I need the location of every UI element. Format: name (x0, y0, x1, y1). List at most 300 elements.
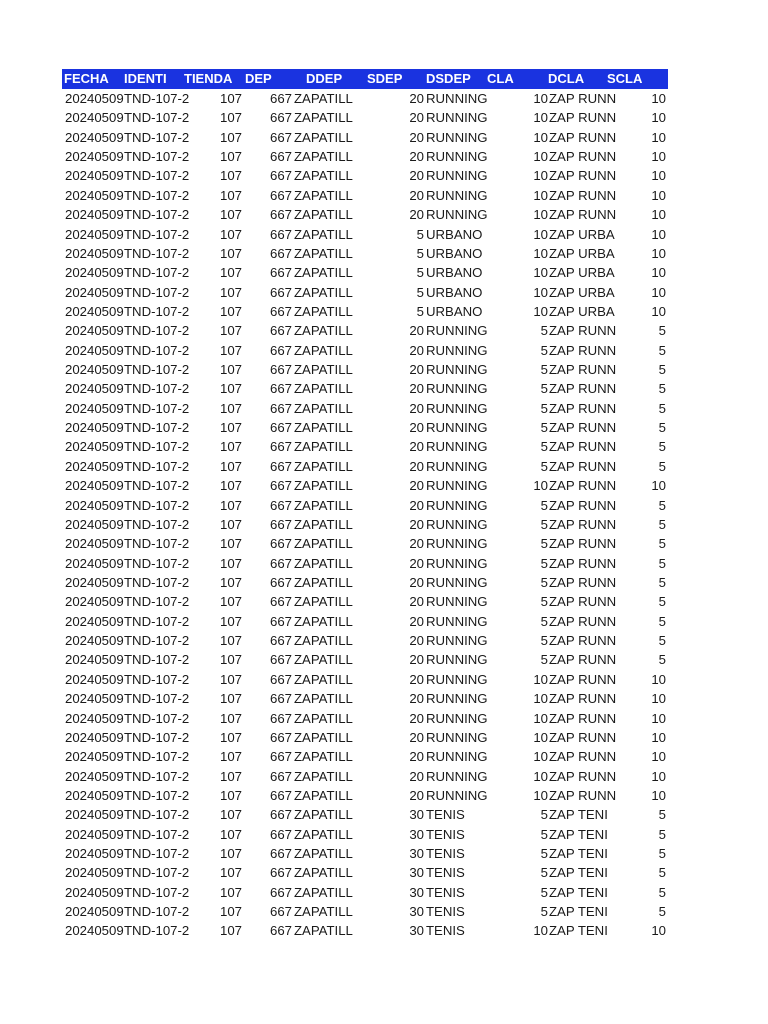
cell-scla[interactable]: 10 (651, 671, 666, 687)
header-tienda[interactable]: TIENDA (184, 71, 233, 86)
cell-fecha[interactable]: 20240509 (65, 129, 124, 145)
cell-dcla[interactable]: ZAP RUNN (549, 710, 617, 726)
cell-ddep[interactable]: ZAPATILL (294, 729, 353, 745)
cell-dep[interactable]: 667 (269, 846, 292, 862)
cell-dsdep[interactable]: RUNNING (426, 420, 488, 436)
cell-tienda[interactable]: 107 (219, 400, 242, 416)
cell-dsdep[interactable]: RUNNING (426, 207, 488, 223)
cell-sdep[interactable]: 20 (409, 574, 424, 590)
cell-tienda[interactable]: 107 (219, 594, 242, 610)
cell-dep[interactable]: 667 (269, 768, 292, 784)
cell-fecha[interactable]: 20240509 (65, 574, 124, 590)
cell-dep[interactable]: 667 (269, 807, 292, 823)
cell-sdep[interactable]: 20 (409, 91, 424, 106)
cell-fecha[interactable]: 20240509 (65, 536, 124, 552)
cell-dcla[interactable]: ZAP TENI (549, 826, 608, 842)
cell-scla[interactable]: 10 (651, 284, 666, 300)
cell-fecha[interactable]: 20240509 (65, 265, 124, 281)
header-fecha[interactable]: FECHA (64, 71, 109, 86)
cell-ddep[interactable]: ZAPATILL (294, 613, 353, 629)
cell-scla[interactable]: 5 (658, 458, 666, 474)
cell-dcla[interactable]: ZAP TENI (549, 807, 608, 823)
cell-fecha[interactable]: 20240509 (65, 516, 124, 532)
cell-dep[interactable]: 667 (269, 342, 292, 358)
cell-cla[interactable]: 5 (540, 420, 548, 436)
cell-tienda[interactable]: 107 (219, 187, 242, 203)
cell-ddep[interactable]: ZAPATILL (294, 884, 353, 900)
cell-tienda[interactable]: 107 (219, 555, 242, 571)
cell-cla[interactable]: 5 (540, 362, 548, 378)
cell-dcla[interactable]: ZAP RUNN (549, 787, 617, 803)
cell-scla[interactable]: 5 (658, 594, 666, 610)
header-scla[interactable]: SCLA (607, 71, 643, 86)
cell-ddep[interactable]: ZAPATILL (294, 671, 353, 687)
cell-dcla[interactable]: ZAP RUNN (549, 729, 617, 745)
cell-scla[interactable]: 10 (651, 768, 666, 784)
cell-identi[interactable]: TND-107-2 (124, 265, 190, 281)
cell-identi[interactable]: TND-107-2 (124, 865, 190, 881)
cell-dsdep[interactable]: RUNNING (426, 129, 488, 145)
cell-cla[interactable]: 10 (533, 284, 548, 300)
cell-fecha[interactable]: 20240509 (65, 420, 124, 436)
cell-dep[interactable]: 667 (269, 362, 292, 378)
cell-sdep[interactable]: 20 (409, 729, 424, 745)
cell-identi[interactable]: TND-107-2 (124, 633, 190, 649)
cell-sdep[interactable]: 20 (409, 149, 424, 165)
cell-identi[interactable]: TND-107-2 (124, 129, 190, 145)
cell-fecha[interactable]: 20240509 (65, 323, 124, 339)
cell-cla[interactable]: 5 (540, 439, 548, 455)
cell-tienda[interactable]: 107 (219, 574, 242, 590)
cell-cla[interactable]: 10 (533, 478, 548, 494)
cell-identi[interactable]: TND-107-2 (124, 613, 190, 629)
cell-dep[interactable]: 667 (269, 633, 292, 649)
cell-sdep[interactable]: 5 (416, 226, 424, 242)
cell-cla[interactable]: 5 (540, 381, 548, 397)
cell-fecha[interactable]: 20240509 (65, 865, 124, 881)
cell-dcla[interactable]: ZAP RUNN (549, 594, 617, 610)
cell-scla[interactable]: 10 (651, 207, 666, 223)
cell-tienda[interactable]: 107 (219, 729, 242, 745)
cell-dcla[interactable]: ZAP RUNN (549, 110, 617, 126)
header-ddep[interactable]: DDEP (306, 71, 343, 86)
cell-dep[interactable]: 667 (269, 439, 292, 455)
cell-identi[interactable]: TND-107-2 (124, 749, 190, 765)
cell-dsdep[interactable]: TENIS (426, 904, 465, 920)
cell-dep[interactable]: 667 (269, 536, 292, 552)
cell-identi[interactable]: TND-107-2 (124, 884, 190, 900)
cell-fecha[interactable]: 20240509 (65, 555, 124, 571)
cell-tienda[interactable]: 107 (219, 652, 242, 668)
cell-cla[interactable]: 5 (540, 497, 548, 513)
cell-cla[interactable]: 5 (540, 652, 548, 668)
cell-tienda[interactable]: 107 (219, 458, 242, 474)
cell-scla[interactable]: 10 (651, 303, 666, 319)
cell-cla[interactable]: 10 (533, 671, 548, 687)
cell-scla[interactable]: 10 (651, 245, 666, 261)
cell-dsdep[interactable]: RUNNING (426, 439, 488, 455)
cell-dep[interactable]: 667 (269, 284, 292, 300)
cell-identi[interactable]: TND-107-2 (124, 400, 190, 416)
cell-dsdep[interactable]: RUNNING (426, 574, 488, 590)
cell-ddep[interactable]: ZAPATILL (294, 923, 353, 939)
cell-ddep[interactable]: ZAPATILL (294, 439, 353, 455)
cell-cla[interactable]: 10 (533, 749, 548, 765)
cell-scla[interactable]: 5 (658, 400, 666, 416)
cell-dsdep[interactable]: RUNNING (426, 91, 488, 106)
cell-identi[interactable]: TND-107-2 (124, 729, 190, 745)
cell-ddep[interactable]: ZAPATILL (294, 129, 353, 145)
cell-sdep[interactable]: 20 (409, 400, 424, 416)
cell-fecha[interactable]: 20240509 (65, 787, 124, 803)
cell-dep[interactable]: 667 (269, 265, 292, 281)
cell-dsdep[interactable]: RUNNING (426, 787, 488, 803)
cell-dsdep[interactable]: RUNNING (426, 381, 488, 397)
cell-cla[interactable]: 10 (533, 149, 548, 165)
cell-dep[interactable]: 667 (269, 516, 292, 532)
cell-identi[interactable]: TND-107-2 (124, 923, 190, 939)
cell-fecha[interactable]: 20240509 (65, 826, 124, 842)
cell-dcla[interactable]: ZAP RUNN (549, 497, 617, 513)
cell-dep[interactable]: 667 (269, 594, 292, 610)
cell-dep[interactable]: 667 (269, 555, 292, 571)
cell-tienda[interactable]: 107 (219, 91, 242, 106)
cell-dsdep[interactable]: RUNNING (426, 729, 488, 745)
cell-cla[interactable]: 10 (533, 768, 548, 784)
cell-fecha[interactable]: 20240509 (65, 245, 124, 261)
cell-sdep[interactable]: 20 (409, 633, 424, 649)
cell-identi[interactable]: TND-107-2 (124, 574, 190, 590)
cell-scla[interactable]: 10 (651, 226, 666, 242)
cell-tienda[interactable]: 107 (219, 865, 242, 881)
cell-tienda[interactable]: 107 (219, 633, 242, 649)
cell-dcla[interactable]: ZAP RUNN (549, 691, 617, 707)
cell-ddep[interactable]: ZAPATILL (294, 536, 353, 552)
cell-sdep[interactable]: 20 (409, 187, 424, 203)
cell-ddep[interactable]: ZAPATILL (294, 691, 353, 707)
cell-sdep[interactable]: 30 (409, 865, 424, 881)
cell-dcla[interactable]: ZAP RUNN (549, 652, 617, 668)
cell-scla[interactable]: 10 (651, 691, 666, 707)
cell-sdep[interactable]: 20 (409, 323, 424, 339)
cell-identi[interactable]: TND-107-2 (124, 342, 190, 358)
cell-dsdep[interactable]: RUNNING (426, 633, 488, 649)
cell-cla[interactable]: 5 (540, 633, 548, 649)
cell-scla[interactable]: 5 (658, 884, 666, 900)
cell-identi[interactable]: TND-107-2 (124, 555, 190, 571)
cell-cla[interactable]: 10 (533, 245, 548, 261)
cell-dcla[interactable]: ZAP URBA (549, 265, 615, 281)
cell-tienda[interactable]: 107 (219, 691, 242, 707)
cell-tienda[interactable]: 107 (219, 478, 242, 494)
cell-tienda[interactable]: 107 (219, 323, 242, 339)
cell-dep[interactable]: 667 (269, 826, 292, 842)
cell-sdep[interactable]: 20 (409, 342, 424, 358)
cell-dep[interactable]: 667 (269, 420, 292, 436)
cell-sdep[interactable]: 20 (409, 381, 424, 397)
cell-cla[interactable]: 10 (533, 187, 548, 203)
cell-dcla[interactable]: ZAP RUNN (549, 633, 617, 649)
cell-dep[interactable]: 667 (269, 923, 292, 939)
cell-dcla[interactable]: ZAP RUNN (549, 574, 617, 590)
cell-scla[interactable]: 5 (658, 516, 666, 532)
cell-tienda[interactable]: 107 (219, 826, 242, 842)
cell-sdep[interactable]: 20 (409, 207, 424, 223)
cell-cla[interactable]: 5 (540, 458, 548, 474)
cell-fecha[interactable]: 20240509 (65, 284, 124, 300)
cell-cla[interactable]: 10 (533, 923, 548, 939)
cell-cla[interactable]: 5 (540, 884, 548, 900)
cell-dsdep[interactable]: URBANO (426, 284, 483, 300)
cell-identi[interactable]: TND-107-2 (124, 787, 190, 803)
cell-sdep[interactable]: 20 (409, 516, 424, 532)
cell-tienda[interactable]: 107 (219, 923, 242, 939)
cell-identi[interactable]: TND-107-2 (124, 904, 190, 920)
cell-scla[interactable]: 5 (658, 826, 666, 842)
cell-tienda[interactable]: 107 (219, 284, 242, 300)
cell-tienda[interactable]: 107 (219, 613, 242, 629)
cell-scla[interactable]: 10 (651, 187, 666, 203)
cell-identi[interactable]: TND-107-2 (124, 207, 190, 223)
cell-dep[interactable]: 667 (269, 787, 292, 803)
cell-sdep[interactable]: 20 (409, 478, 424, 494)
cell-ddep[interactable]: ZAPATILL (294, 555, 353, 571)
cell-ddep[interactable]: ZAPATILL (294, 342, 353, 358)
cell-dcla[interactable]: ZAP RUNN (549, 439, 617, 455)
cell-fecha[interactable]: 20240509 (65, 749, 124, 765)
cell-fecha[interactable]: 20240509 (65, 342, 124, 358)
cell-dcla[interactable]: ZAP TENI (549, 884, 608, 900)
cell-fecha[interactable]: 20240509 (65, 807, 124, 823)
cell-scla[interactable]: 10 (651, 149, 666, 165)
cell-dep[interactable]: 667 (269, 381, 292, 397)
cell-dsdep[interactable]: RUNNING (426, 516, 488, 532)
cell-cla[interactable]: 5 (540, 400, 548, 416)
cell-ddep[interactable]: ZAPATILL (294, 633, 353, 649)
cell-dsdep[interactable]: RUNNING (426, 555, 488, 571)
cell-dcla[interactable]: ZAP URBA (549, 284, 615, 300)
cell-fecha[interactable]: 20240509 (65, 168, 124, 184)
cell-dcla[interactable]: ZAP RUNN (549, 478, 617, 494)
cell-fecha[interactable]: 20240509 (65, 710, 124, 726)
cell-dsdep[interactable]: TENIS (426, 865, 465, 881)
header-identi[interactable]: IDENTI (124, 71, 167, 86)
cell-cla[interactable]: 5 (540, 807, 548, 823)
cell-dsdep[interactable]: RUNNING (426, 594, 488, 610)
cell-identi[interactable]: TND-107-2 (124, 710, 190, 726)
cell-dsdep[interactable]: RUNNING (426, 652, 488, 668)
cell-dcla[interactable]: ZAP RUNN (549, 671, 617, 687)
cell-identi[interactable]: TND-107-2 (124, 516, 190, 532)
cell-dep[interactable]: 667 (269, 168, 292, 184)
cell-sdep[interactable]: 20 (409, 768, 424, 784)
cell-dsdep[interactable]: RUNNING (426, 458, 488, 474)
cell-cla[interactable]: 10 (533, 691, 548, 707)
cell-fecha[interactable]: 20240509 (65, 768, 124, 784)
cell-dep[interactable]: 667 (269, 149, 292, 165)
cell-identi[interactable]: TND-107-2 (124, 594, 190, 610)
cell-identi[interactable]: TND-107-2 (124, 91, 190, 106)
cell-dsdep[interactable]: URBANO (426, 226, 483, 242)
cell-dcla[interactable]: ZAP TENI (549, 904, 608, 920)
header-dsdep[interactable]: DSDEP (426, 71, 471, 86)
cell-tienda[interactable]: 107 (219, 749, 242, 765)
cell-identi[interactable]: TND-107-2 (124, 652, 190, 668)
cell-dep[interactable]: 667 (269, 303, 292, 319)
cell-ddep[interactable]: ZAPATILL (294, 323, 353, 339)
cell-tienda[interactable]: 107 (219, 381, 242, 397)
cell-sdep[interactable]: 20 (409, 497, 424, 513)
cell-scla[interactable]: 10 (651, 478, 666, 494)
cell-dcla[interactable]: ZAP RUNN (549, 749, 617, 765)
cell-identi[interactable]: TND-107-2 (124, 768, 190, 784)
cell-dsdep[interactable]: RUNNING (426, 342, 488, 358)
cell-identi[interactable]: TND-107-2 (124, 110, 190, 126)
cell-dep[interactable]: 667 (269, 245, 292, 261)
cell-dep[interactable]: 667 (269, 884, 292, 900)
cell-identi[interactable]: TND-107-2 (124, 671, 190, 687)
cell-fecha[interactable]: 20240509 (65, 381, 124, 397)
cell-tienda[interactable]: 107 (219, 420, 242, 436)
cell-dcla[interactable]: ZAP RUNN (549, 768, 617, 784)
cell-dsdep[interactable]: RUNNING (426, 149, 488, 165)
cell-dep[interactable]: 667 (269, 710, 292, 726)
cell-dep[interactable]: 667 (269, 729, 292, 745)
cell-scla[interactable]: 5 (658, 420, 666, 436)
cell-cla[interactable]: 5 (540, 865, 548, 881)
cell-dep[interactable]: 667 (269, 207, 292, 223)
cell-dsdep[interactable]: TENIS (426, 846, 465, 862)
cell-ddep[interactable]: ZAPATILL (294, 904, 353, 920)
cell-dsdep[interactable]: RUNNING (426, 362, 488, 378)
cell-dsdep[interactable]: RUNNING (426, 400, 488, 416)
cell-fecha[interactable]: 20240509 (65, 613, 124, 629)
cell-fecha[interactable]: 20240509 (65, 458, 124, 474)
cell-dcla[interactable]: ZAP RUNN (549, 342, 617, 358)
cell-dsdep[interactable]: RUNNING (426, 671, 488, 687)
cell-tienda[interactable]: 107 (219, 497, 242, 513)
cell-fecha[interactable]: 20240509 (65, 691, 124, 707)
cell-dcla[interactable]: ZAP RUNN (549, 420, 617, 436)
cell-sdep[interactable]: 30 (409, 904, 424, 920)
cell-dcla[interactable]: ZAP RUNN (549, 323, 617, 339)
cell-sdep[interactable]: 20 (409, 536, 424, 552)
cell-scla[interactable]: 5 (658, 574, 666, 590)
cell-identi[interactable]: TND-107-2 (124, 284, 190, 300)
cell-fecha[interactable]: 20240509 (65, 846, 124, 862)
cell-scla[interactable]: 5 (658, 652, 666, 668)
header-sdep[interactable]: SDEP (367, 71, 403, 86)
cell-identi[interactable]: TND-107-2 (124, 458, 190, 474)
cell-dcla[interactable]: ZAP RUNN (549, 91, 617, 106)
cell-cla[interactable]: 10 (533, 226, 548, 242)
cell-ddep[interactable]: ZAPATILL (294, 149, 353, 165)
cell-dcla[interactable]: ZAP URBA (549, 245, 615, 261)
cell-fecha[interactable]: 20240509 (65, 400, 124, 416)
cell-cla[interactable]: 5 (540, 904, 548, 920)
cell-ddep[interactable]: ZAPATILL (294, 400, 353, 416)
cell-sdep[interactable]: 5 (416, 265, 424, 281)
cell-tienda[interactable]: 107 (219, 168, 242, 184)
cell-cla[interactable]: 5 (540, 594, 548, 610)
cell-dsdep[interactable]: RUNNING (426, 168, 488, 184)
cell-ddep[interactable]: ZAPATILL (294, 381, 353, 397)
header-cla[interactable]: CLA (487, 71, 514, 86)
cell-scla[interactable]: 10 (651, 129, 666, 145)
cell-scla[interactable]: 10 (651, 710, 666, 726)
cell-dep[interactable]: 667 (269, 865, 292, 881)
cell-sdep[interactable]: 30 (409, 807, 424, 823)
cell-dcla[interactable]: ZAP RUNN (549, 516, 617, 532)
cell-cla[interactable]: 5 (540, 536, 548, 552)
cell-sdep[interactable]: 20 (409, 613, 424, 629)
cell-cla[interactable]: 10 (533, 265, 548, 281)
cell-tienda[interactable]: 107 (219, 807, 242, 823)
cell-dep[interactable]: 667 (269, 226, 292, 242)
cell-scla[interactable]: 5 (658, 613, 666, 629)
cell-dcla[interactable]: ZAP RUNN (549, 168, 617, 184)
cell-identi[interactable]: TND-107-2 (124, 691, 190, 707)
cell-scla[interactable]: 5 (658, 846, 666, 862)
cell-ddep[interactable]: ZAPATILL (294, 652, 353, 668)
cell-fecha[interactable]: 20240509 (65, 923, 124, 939)
cell-sdep[interactable]: 20 (409, 555, 424, 571)
cell-fecha[interactable]: 20240509 (65, 303, 124, 319)
cell-sdep[interactable]: 5 (416, 303, 424, 319)
cell-dep[interactable]: 667 (269, 323, 292, 339)
header-dep[interactable]: DEP (245, 71, 272, 86)
cell-tienda[interactable]: 107 (219, 710, 242, 726)
cell-sdep[interactable]: 20 (409, 439, 424, 455)
cell-cla[interactable]: 5 (540, 846, 548, 862)
cell-tienda[interactable]: 107 (219, 207, 242, 223)
cell-cla[interactable]: 5 (540, 613, 548, 629)
cell-dsdep[interactable]: URBANO (426, 245, 483, 261)
cell-fecha[interactable]: 20240509 (65, 633, 124, 649)
cell-dsdep[interactable]: RUNNING (426, 110, 488, 126)
cell-identi[interactable]: TND-107-2 (124, 303, 190, 319)
cell-dcla[interactable]: ZAP TENI (549, 846, 608, 862)
cell-dcla[interactable]: ZAP TENI (549, 923, 608, 939)
cell-sdep[interactable]: 20 (409, 110, 424, 126)
cell-dcla[interactable]: ZAP RUNN (549, 362, 617, 378)
header-dcla[interactable]: DCLA (548, 71, 585, 86)
cell-identi[interactable]: TND-107-2 (124, 245, 190, 261)
cell-fecha[interactable]: 20240509 (65, 497, 124, 513)
cell-fecha[interactable]: 20240509 (65, 671, 124, 687)
cell-cla[interactable]: 10 (533, 787, 548, 803)
cell-ddep[interactable]: ZAPATILL (294, 826, 353, 842)
cell-scla[interactable]: 10 (651, 91, 666, 106)
cell-ddep[interactable]: ZAPATILL (294, 226, 353, 242)
cell-scla[interactable]: 5 (658, 904, 666, 920)
cell-dep[interactable]: 667 (269, 691, 292, 707)
cell-fecha[interactable]: 20240509 (65, 478, 124, 494)
cell-cla[interactable]: 10 (533, 91, 548, 106)
cell-dep[interactable]: 667 (269, 904, 292, 920)
cell-dsdep[interactable]: URBANO (426, 265, 483, 281)
cell-fecha[interactable]: 20240509 (65, 149, 124, 165)
cell-dep[interactable]: 667 (269, 129, 292, 145)
cell-scla[interactable]: 5 (658, 865, 666, 881)
cell-identi[interactable]: TND-107-2 (124, 381, 190, 397)
cell-ddep[interactable]: ZAPATILL (294, 110, 353, 126)
cell-dep[interactable]: 667 (269, 574, 292, 590)
cell-tienda[interactable]: 107 (219, 265, 242, 281)
cell-identi[interactable]: TND-107-2 (124, 439, 190, 455)
cell-scla[interactable]: 10 (651, 923, 666, 939)
cell-dcla[interactable]: ZAP RUNN (549, 613, 617, 629)
